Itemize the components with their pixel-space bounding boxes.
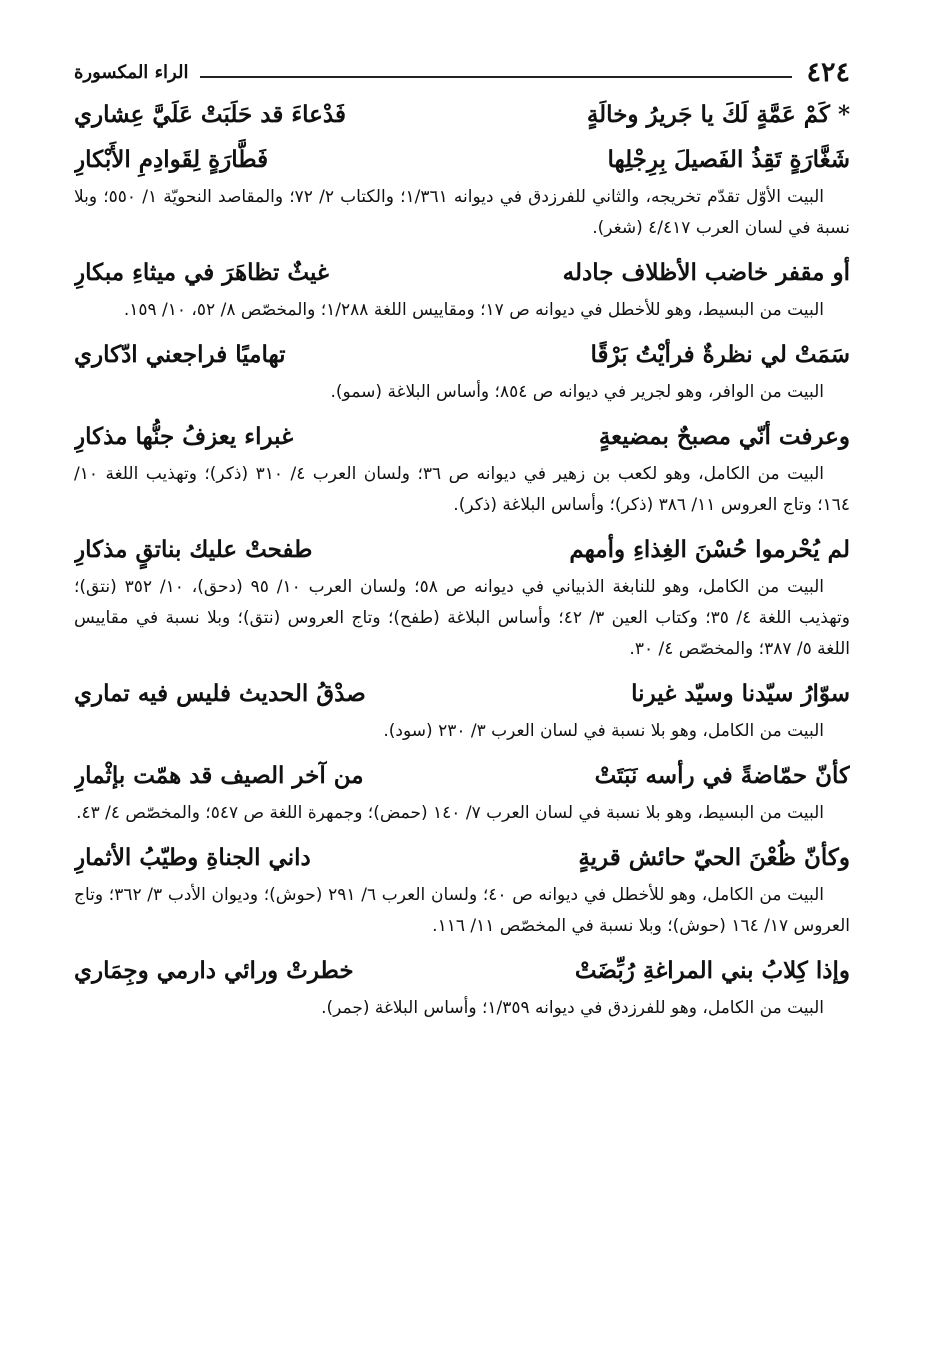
second-hemistich: غبراء يعزفُ جنُّها مذكارِ (74, 423, 294, 450)
second-hemistich: خطرتْ ورائي دارمي وجِمَاري (74, 957, 354, 984)
poetry-entry (74, 753, 850, 829)
source-note: البيت من الوافر، وهو لجرير في ديوانه ص ٨٥٤؛ وأساس البلاغة (سمو). (330, 382, 824, 402)
first-hemistich: وإذا كِلابُ بني المراغةِ رُبِّضَتْ (574, 957, 850, 984)
first-hemistich: وكأنّ ظُعْنَ الحيّ حائش قريةٍ (578, 844, 850, 871)
verse-line (74, 835, 850, 880)
page-number: ٤٢٤ (806, 56, 850, 88)
source-note: البيت من الكامل، وهو بلا نسبة في لسان العرب ٣/ ٢٣٠ (سود). (383, 721, 824, 741)
page-header (74, 52, 850, 92)
first-hemistich: سوّارُ سيّدنا وسيّد غيرنا (631, 680, 850, 707)
source-note: البيت من الكامل، وهو لكعب بن زهير في ديوانه ص ٣٦؛ ولسان العرب ٤/ ٣١٠ (ذكر)؛ وتهذيب اللغة ١٠/ ١٦٤؛ وتاج العروس ١١/ ٣٨٦ (ذكر)؛ وأساس البلاغة (ذكر). (74, 464, 850, 515)
poetry-entry (74, 948, 850, 1024)
source-note: البيت من الكامل، وهو للفرزدق في ديوانه ١/٣٥٩؛ وأساس البلاغة (جمر). (321, 998, 824, 1018)
poetry-entry (74, 414, 850, 521)
source-note: البيت من البسيط، وهو بلا نسبة في لسان العرب ٧/ ١٤٠ (حمض)؛ وجمهرة اللغة ص ٥٤٧؛ والمخصّص ٤/ ٤٣. (76, 803, 824, 823)
first-hemistich: أو مقفر خاضب الأظلاف جادله (562, 259, 850, 286)
source-note: البيت الأوّل تقدّم تخريجه، والثاني للفرزدق في ديوانه ١/٣٦١؛ والكتاب ٢/ ٧٢؛ والمقاصد النحويّة ١/ ٥٥٠؛ وبلا نسبة في لسان العرب ٤/٤١٧ (شغر). (74, 187, 850, 238)
verse-line (74, 527, 850, 572)
verse-line (74, 671, 850, 716)
first-hemistich: كأنّ حمّاضةً في رأسه نَبَتَتْ (594, 762, 850, 789)
first-hemistich: وعرفت أنّي مصبحٌ بمضيعةٍ (598, 423, 850, 450)
second-hemistich: فَدْعاءَ قد حَلَبَتْ عَلَيَّ عِشاري (74, 101, 346, 128)
second-hemistich: من آخر الصيف قد همّت بإثْمارِ (74, 762, 364, 789)
first-hemistich: سَمَتْ لي نظرةٌ فرأيْتُ بَرْقًا (590, 341, 850, 368)
source-note: البيت من الكامل، وهو للأخطل في ديوانه ص ٤٠؛ ولسان العرب ٦/ ٢٩١ (حوش)؛ وديوان الأدب ٣/ ٣٦٢؛ وتاج العروس ١٧/ ١٦٤ (حوش)؛ وبلا نسبة في المخصّص ١١/ ١١٦. (74, 885, 850, 936)
verse-line (74, 250, 850, 295)
second-hemistich: تهاميًا فراجعني ادّكاري (74, 341, 286, 368)
poetry-entry (74, 527, 850, 665)
section-title: الراء المكسورة (74, 61, 189, 83)
verse-line (74, 92, 850, 137)
poetry-entry (74, 332, 850, 408)
second-hemistich: غيثٌ تظاهَرَ في ميثاءِ مبكارِ (74, 259, 329, 286)
source-note: البيت من البسيط، وهو للأخطل في ديوانه ص ١٧؛ ومقاييس اللغة ١/٢٨٨؛ والمخصّص ٨/ ٥٢، ١٠/ ١٥٩. (123, 300, 824, 320)
verse-line (74, 948, 850, 993)
header-rule (200, 76, 792, 78)
second-hemistich: فَطَّارَةٍ لِقَوادِمِ الأَبْكارِ (74, 146, 269, 173)
verse-line (74, 137, 850, 182)
poetry-entry (74, 250, 850, 326)
verse-line (74, 414, 850, 459)
first-hemistich: شَغَّارَةٍ تَقِذُ الفَصيلَ بِرِجْلِها (607, 146, 850, 173)
second-hemistich: صدْقُ الحديث فليس فيه تماري (74, 680, 366, 707)
poetry-entry (74, 835, 850, 942)
poetry-entry (74, 92, 850, 244)
poetry-entry (74, 671, 850, 747)
verse-line (74, 753, 850, 798)
second-hemistich: طفحتْ عليك بناتقٍ مذكارِ (74, 536, 313, 563)
source-note: البيت من الكامل، وهو للنابغة الذبياني في ديوانه ص ٥٨؛ ولسان العرب ١٠/ ٩٥ (دحق)، ١٠/ ٣٥٢ (نتق)؛ وتهذيب اللغة ٤/ ٣٥؛ وكتاب العين ٣/ ٤٢؛ وأساس البلاغة (طفح)؛ وتاج العروس (نتق)؛ وبلا نسبة في مقاييس اللغة ٥/ ٣٨٧؛ والمخصّص ٤/ ٣٠. (74, 577, 850, 659)
second-hemistich: داني الجناةِ وطيّبُ الأثمارِ (74, 844, 311, 871)
verse-line (74, 332, 850, 377)
first-hemistich: لم يُحْرموا حُسْنَ الغِذاءِ وأمهم (569, 536, 850, 563)
first-hemistich: * كَمْ عَمَّةٍ لَكَ يا جَريرُ وخالَةٍ (586, 101, 850, 128)
